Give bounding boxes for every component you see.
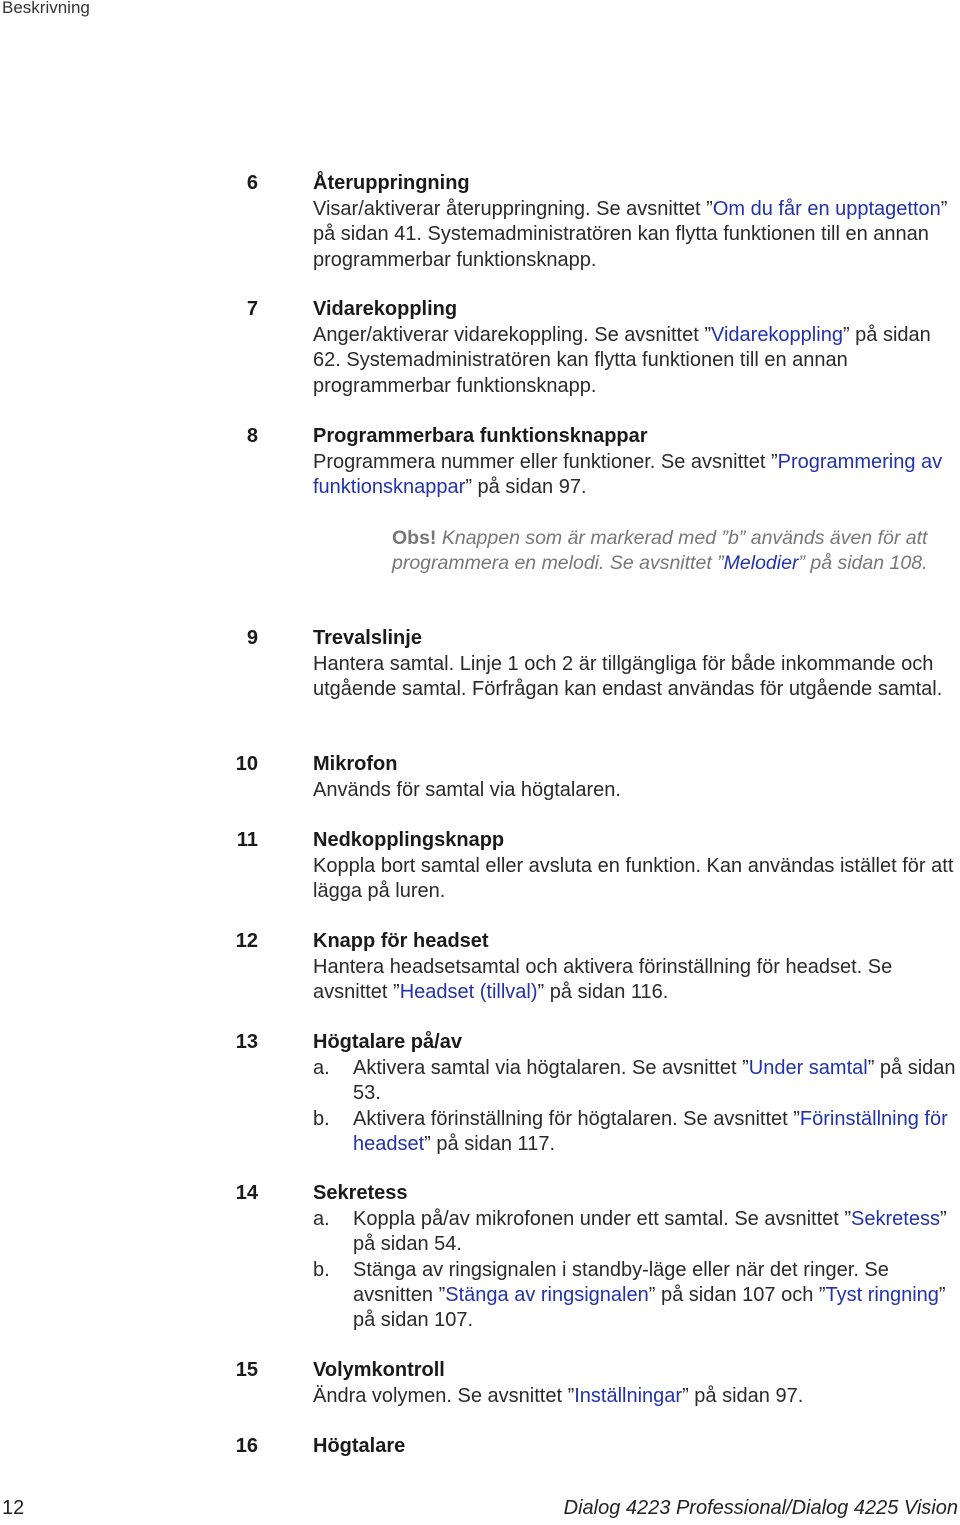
item-description: Visar/aktiverar återuppringning. Se avsnittet ”Om du får en upptagetton” på sidan 41. Systemadministratören kan flytta funktionen till en annan programmerbar funktionsknapp. (313, 198, 948, 271)
item-description: Anger/aktiverar vidarekoppling. Se avsnittet ”Vidarekoppling” på sidan 62. Systemadministratören kan flytta funktionen till en annan programmerbar funktionsknapp. (313, 324, 931, 397)
item-number: 8 (246, 425, 258, 447)
item-description (313, 1207, 958, 1333)
cross-reference-link[interactable]: Headset (tillval) (399, 981, 538, 1004)
cross-reference-link[interactable]: Stänga av ringsignalen (445, 1283, 649, 1306)
item-description: Ändra volymen. Se avsnittet ”Inställningar” på sidan 97. (313, 1385, 804, 1407)
item-number: 16 (235, 1435, 258, 1457)
item-description: Används för samtal via högtalaren. (313, 779, 621, 801)
item-title: Knapp för headset (313, 930, 489, 952)
item-description: Hantera samtal. Linje 1 och 2 är tillgängliga för både inkommande och utgående samtal. Förfrågan kan endast användas för utgående samtal. (313, 653, 943, 701)
cross-reference-link[interactable]: Om du får en upptagetton (712, 198, 941, 220)
cross-reference-link[interactable]: Melodier (723, 552, 799, 575)
item-number: 6 (246, 172, 258, 194)
item-number: 10 (235, 753, 258, 775)
note-box: Obs! Knappen som är markerad med ”b” används även för att programmera en melodi. Se avsnittet ”Melodier” på sidan 108. (392, 527, 928, 575)
item-title: Högtalare på/av (313, 1031, 462, 1053)
cross-reference-link[interactable]: Vidarekoppling (710, 324, 843, 346)
item-title: Mikrofon (313, 753, 398, 775)
item-description (313, 1056, 958, 1157)
cross-reference-link[interactable]: Inställningar (574, 1385, 683, 1407)
item-number: 14 (235, 1182, 258, 1204)
item-number: 15 (235, 1359, 258, 1381)
page-number: 12 (2, 1497, 25, 1519)
item-title: Högtalare (313, 1435, 406, 1457)
sub-item-b: b. Stänga av ringsignalen i standby-läge eller när det ringer. Se avsnitten ”Stänga av ringsignalen” på sidan 107 och ”Tyst ringning” på sidan 107. (313, 1258, 946, 1332)
cross-reference-link[interactable]: Tyst ringning (825, 1283, 939, 1306)
item-title: Trevalslinje (313, 627, 422, 649)
item-description: Hantera headsetsamtal och aktivera förinställning för headset. Se avsnittet ”Headset (tillval)” på sidan 116. (313, 956, 893, 1004)
sub-item-b: b. Aktivera förinställning för högtalaren. Se avsnittet ”Förinställning för headset” på sidan 117. (313, 1107, 948, 1155)
note-label: Obs! (392, 527, 437, 549)
running-header: Beskrivning (2, 0, 90, 17)
footer-product-title: Dialog 4223 Professional/Dialog 4225 Vision (563, 1497, 958, 1519)
item-number: 12 (235, 930, 258, 952)
item-description: Programmera nummer eller funktioner. Se avsnittet ”Programmering av funktionsknappar” på sidan 97. (313, 451, 943, 499)
item-title: Sekretess (313, 1182, 408, 1204)
item-title: Programmerbara funktionsknappar (313, 425, 648, 447)
cross-reference-link[interactable]: Sekretess (851, 1208, 940, 1230)
item-title: Vidarekoppling (313, 298, 458, 320)
item-number: 9 (246, 627, 258, 649)
item-title: Nedkopplingsknapp (313, 829, 505, 851)
item-number: 13 (235, 1031, 258, 1053)
cross-reference-link[interactable]: Under samtal (748, 1057, 868, 1079)
sub-item-a: a. Aktivera samtal via högtalaren. Se avsnittet ”Under samtal” på sidan 53. (313, 1057, 956, 1105)
item-title: Återuppringning (313, 172, 470, 194)
cross-reference-link[interactable]: Förinställning för headset (353, 1107, 948, 1155)
item-description: Koppla bort samtal eller avsluta en funktion. Kan användas istället för att lägga på luren. (313, 855, 954, 903)
cross-reference-link[interactable]: Programmering av funktionsknappar (313, 451, 943, 499)
item-title: Volymkontroll (313, 1359, 445, 1381)
sub-item-a: a. Koppla på/av mikrofonen under ett samtal. Se avsnittet ”Sekretess” på sidan 54. (313, 1208, 947, 1256)
item-number: 11 (236, 829, 258, 851)
item-number: 7 (246, 298, 258, 320)
